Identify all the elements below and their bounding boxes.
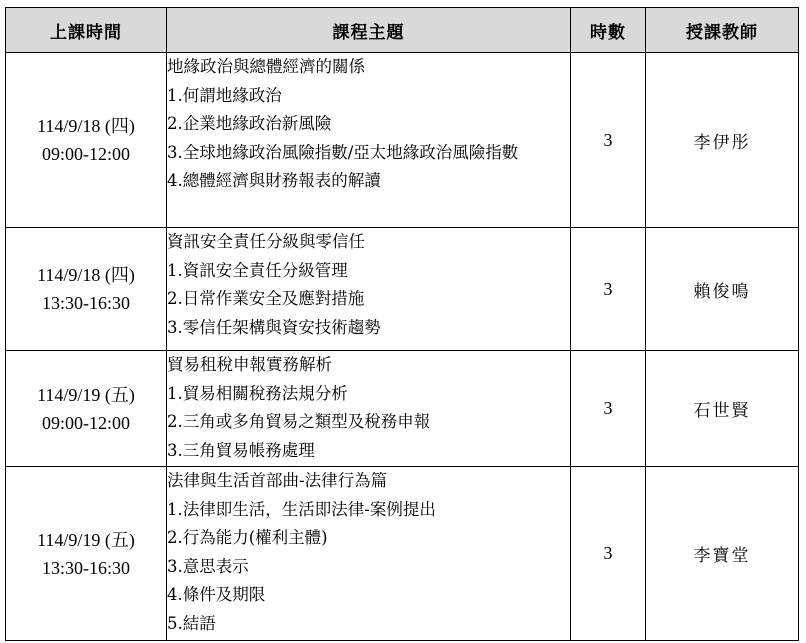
session-item: 2.企業地緣政治新風險 xyxy=(167,114,332,133)
session-date: 114/9/19 (五) xyxy=(37,529,135,550)
session-time-cell xyxy=(6,53,167,228)
session-teacher: 李寶堂 xyxy=(646,467,799,641)
session-time: 13:30-16:30 xyxy=(42,293,130,313)
session-item: 3.三角貿易帳務處理 xyxy=(167,440,315,460)
session-hours: 3 xyxy=(571,351,646,467)
session-teacher: 石世賢 xyxy=(646,351,799,467)
session-topic-cell xyxy=(167,228,571,351)
session-teacher: 李伊彤 xyxy=(646,53,799,228)
session-item: 5.結語 xyxy=(167,613,216,633)
session-date: 114/9/19 (五) xyxy=(37,384,135,405)
session-time: 13:30-16:30 xyxy=(42,557,130,578)
session-time: 09:00-12:00 xyxy=(42,412,130,433)
session-hours: 3 xyxy=(571,467,646,641)
table-row xyxy=(6,53,799,228)
session-time: 09:00-12:00 xyxy=(42,144,130,164)
session-hours: 3 xyxy=(571,53,646,228)
session-teacher: 賴俊鳴 xyxy=(646,228,799,351)
session-time-cell xyxy=(6,467,167,641)
session-title: 法律與生活首部曲-法律行為篇 xyxy=(167,471,388,490)
header-time: 上課時間 xyxy=(6,8,167,53)
header-teacher: 授課教師 xyxy=(646,8,799,53)
header-topic: 課程主題 xyxy=(167,8,571,53)
session-item: 1.法律即生活，生活即法律-案例提出 xyxy=(167,499,436,519)
session-item: 2.行為能力(權利主體) xyxy=(167,528,328,547)
table-header-row xyxy=(6,8,799,53)
table-row xyxy=(6,467,799,641)
table-row xyxy=(6,228,799,351)
course-schedule-table xyxy=(5,7,799,641)
session-topic-cell xyxy=(167,467,571,641)
session-item: 2.日常作業安全及應對措施 xyxy=(167,289,365,308)
session-date: 114/9/18 (四) xyxy=(37,265,135,285)
session-title: 地緣政治與總體經濟的關係 xyxy=(167,57,365,76)
header-hours: 時數 xyxy=(571,8,646,53)
session-item: 3.意思表示 xyxy=(167,556,249,576)
session-time-cell xyxy=(6,228,167,351)
session-item: 3.全球地緣政治風險指數/亞太地緣政治風險指數 xyxy=(167,142,519,162)
session-item: 4.條件及期限 xyxy=(167,585,266,604)
session-title: 資訊安全責任分級與零信任 xyxy=(167,232,365,251)
session-time-cell xyxy=(6,351,167,467)
session-item: 2.三角或多角貿易之類型及稅務申報 xyxy=(167,412,431,431)
session-item: 3.零信任架構與資安技術趨勢 xyxy=(167,317,381,337)
session-item: 1.資訊安全責任分級管理 xyxy=(167,260,348,280)
session-topic-cell xyxy=(167,351,571,467)
session-item: 1.貿易相關稅務法規分析 xyxy=(167,383,348,403)
session-hours: 3 xyxy=(571,228,646,351)
session-date: 114/9/18 (四) xyxy=(37,116,135,136)
session-title: 貿易租稅申報實務解析 xyxy=(167,355,332,374)
table-row xyxy=(6,351,799,467)
session-item: 1.何謂地緣政治 xyxy=(167,85,282,105)
session-item: 4.總體經濟與財務報表的解讀 xyxy=(167,171,381,190)
session-topic-cell xyxy=(167,53,571,228)
